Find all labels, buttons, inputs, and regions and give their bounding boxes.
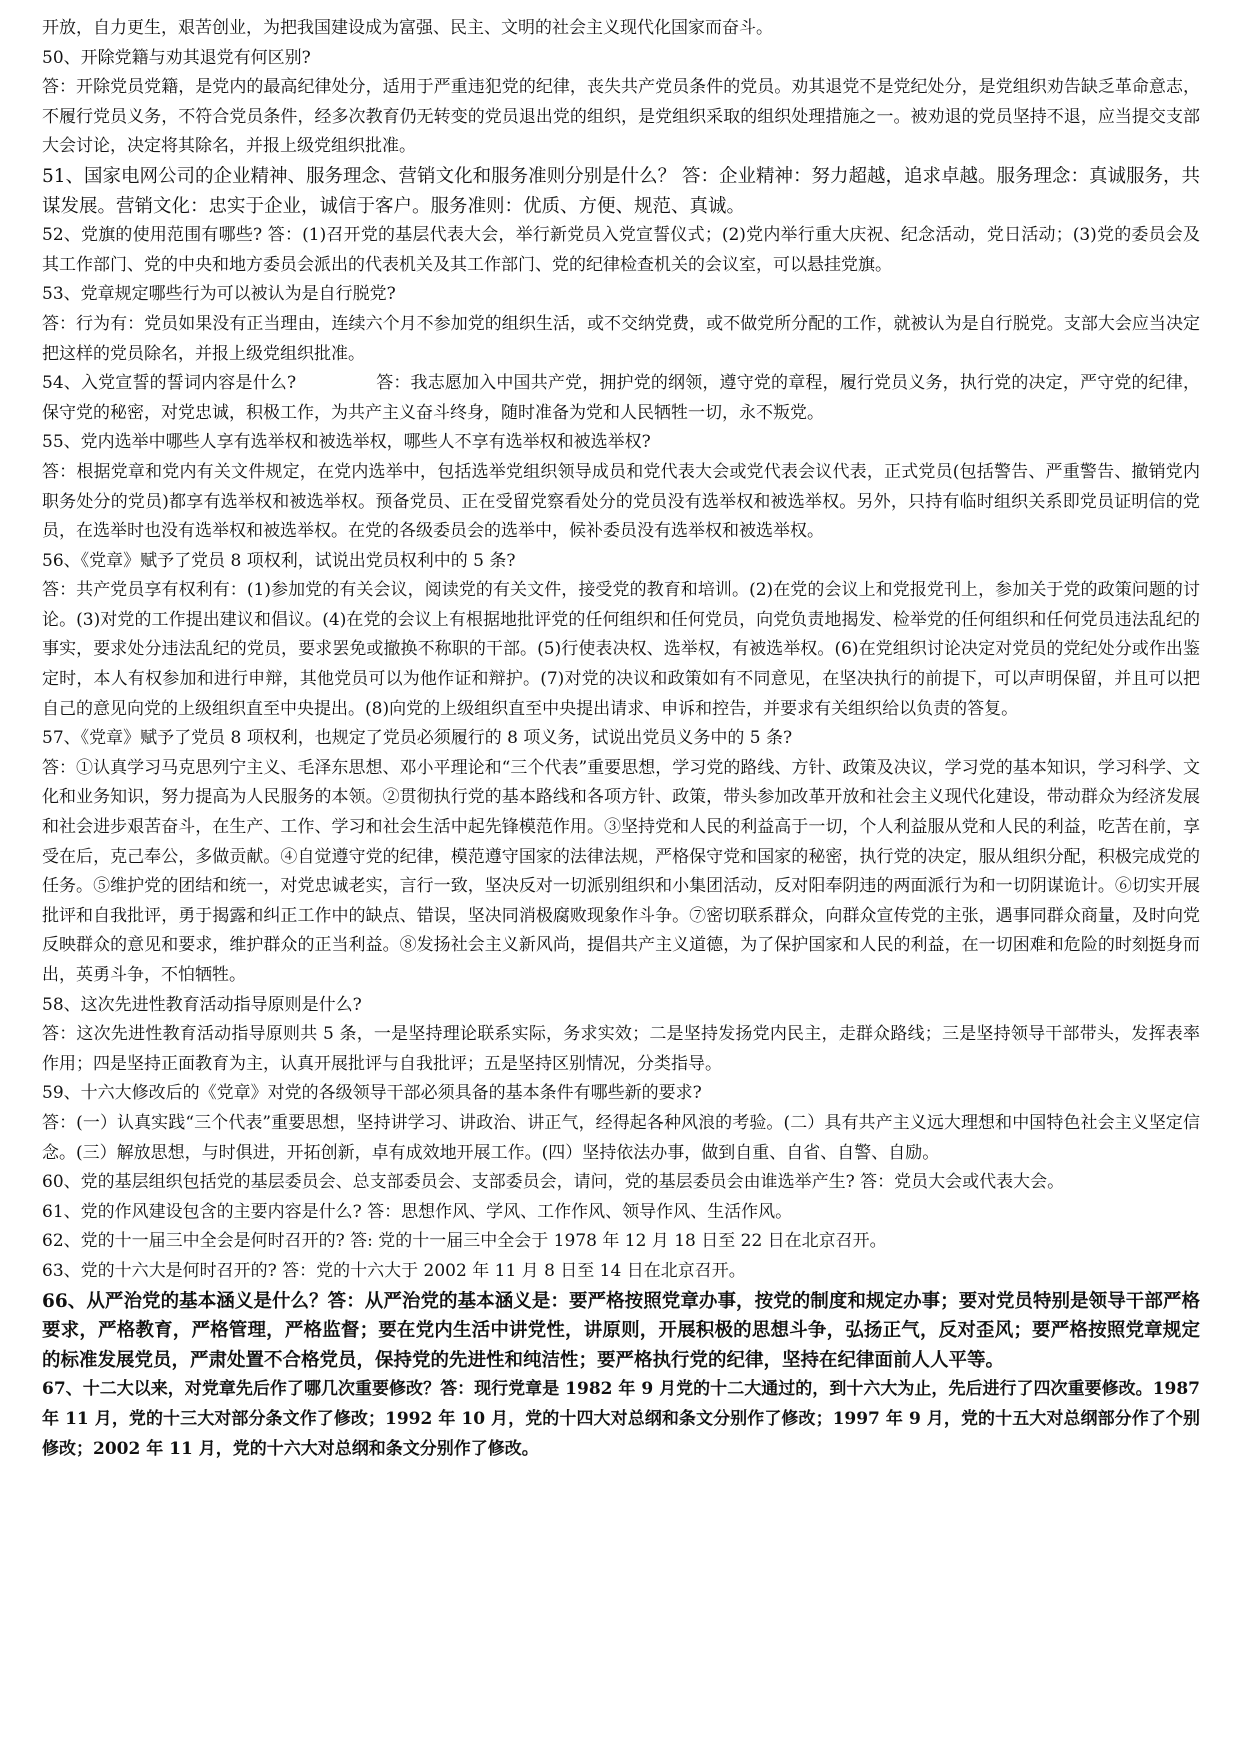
answer-50: 答：开除党员党籍，是党内的最高纪律处分，适用于严重违犯党的纪律，丧失共产党员条件的党员。劝其退党不是党纪处分，是党组织劝告缺乏革命意志，不履行党员义务，不符合党员条件，经多次教育仍无转变的党员退出党的组织，是党组织采取的组织处理措施之一。被劝退的党员坚持不退，应当提交支部大会讨论，决定将其除名，并报上级党组织批准。 [42,77,1200,157]
question-56: 56、《党章》赋予了党员 8 项权利，试说出党员权利中的 5 条? [42,550,516,571]
answer-58: 答：这次先进性教育活动指导原则共 5 条，一是坚持理论联系实际，务求实效；二是坚持发扬党内民主，走群众路线；三是坚持领导干部带头，发挥表率作用；四是坚持正面教育为主，认真开展批评与自我批评；五是坚持区别情况，分类指导。 [42,1024,1200,1074]
question-55: 55、党内选举中哪些人享有选举权和被选举权，哪些人不享有选举权和被选举权? [42,432,651,453]
qa-51: 51、国家电网公司的企业精神、服务理念、营销文化和服务准则分别是什么？ 答：企业精神：努力超越，追求卓越。服务理念：真诚服务，共谋发展。营销文化：忠实于企业，诚信于客户。服务准则：优质、方便、规范、真诚。 [42,165,1200,217]
answer-57: 答：①认真学习马克思列宁主义、毛泽东思想、邓小平理论和“三个代表”重要思想，学习党的路线、方针、政策及决议，学习党的基本知识，学习科学、文化和业务知识，努力提高为人民服务的本领。②贯彻执行党的基本路线和各项方针、政策，带头参加改革开放和社会主义现代化建设，带动群众为经济发展和社会进步艰苦奋斗，在生产、工作、学习和社会生活中起先锋模范作用。③坚持党和人民的利益高于一切，个人利益服从党和人民的利益，吃苦在前，享受在后，克己奉公，多做贡献。④自觉遵守党的纪律，模范遵守国家的法律法规，严格保守党和国家的秘密，执行党的决定，服从组织分配，积极完成党的任务。⑤维护党的团结和统一，对党忠诚老实，言行一致，坚决反对一切派别组织和小集团活动，反对阳奉阴违的两面派行为和一切阴谋诡计。⑥切实开展批评和自我批评，勇于揭露和纠正工作中的缺点、错误，坚决同消极腐败现象作斗争。⑦密切联系群众，向群众宣传党的主张，遇事同群众商量，及时向党反映群众的意见和要求，维护群众的正当利益。⑧发扬社会主义新风尚，提倡共产主义道德，为了保护国家和人民的利益，在一切困难和危险的时刻挺身而出，英勇斗争，不怕牺牲。 [42,757,1200,985]
qa-66: 66、从严治党的基本涵义是什么？答：从严治党的基本涵义是：要严格按照党章办事，按党的制度和规定办事；要对党员特别是领导干部严格要求，严格教育，严格管理，严格监督；要在党内生活中讲党性，讲原则，开展积极的思想斗争，弘扬正气，反对歪风；要严格按照党章规定的标准发展党员，严肃处置不合格党员，保持党的先进性和纯洁性；要严格执行党的纪律，坚持在纪律面前人人平等。 [42,1290,1200,1371]
qa-63: 63、党的十六大是何时召开的? 答：党的十六大于 2002 年 11 月 8 日至 14 日在北京召开。 [42,1260,746,1281]
question-54: 54、入党宣誓的誓词内容是什么? [42,373,297,394]
qa-52: 52、党旗的使用范围有哪些? 答：(1)召开党的基层代表大会，举行新党员入党宣誓仪式；(2)党内举行重大庆祝、纪念活动，党日活动；(3)党的委员会及其工作部门、党的中央和地方委员会派出的代表机关及其工作部门、党的纪律检查机关的会议室，可以悬挂党旗。 [42,225,1200,275]
answer-56: 答：共产党员享有权利有：(1)参加党的有关会议，阅读党的有关文件，接受党的教育和培训。(2)在党的会议上和党报党刊上，参加关于党的政策问题的讨论。(3)对党的工作提出建议和倡议。(4)在党的会议上有根据地批评党的任何组织和任何党员，向党负责地揭发、检举党的任何组织和任何党员违法乱纪的事实，要求处分违法乱纪的党员，要求罢免或撤换不称职的干部。(5)行使表决权、选举权，有被选举权。(6)在党组织讨论决定对党员的党纪处分或作出鉴定时，本人有权参加和进行申辩，其他党员可以为他作证和辩护。(7)对党的决议和政策如有不同意见，在坚决执行的前提下，可以声明保留，并且可以把自己的意见向党的上级组织直至中央提出。(8)向党的上级组织直至中央提出请求、申诉和控告，并要求有关组织给以负责的答复。 [42,580,1200,719]
question-58: 58、这次先进性教育活动指导原则是什么? [42,994,362,1015]
qa-54 [42,369,1200,428]
qa-62: 62、党的十一届三中全会是何时召开的? 答: 党的十一届三中全会于 1978 年 12 月 18 日至 22 日在北京召开。 [42,1231,887,1252]
answer-59: 答：(一）认真实践“三个代表”重要思想，坚持讲学习、讲政治、讲正气，经得起各种风浪的考验。(二）具有共产主义远大理想和中国特色社会主义坚定信念。(三）解放思想，与时俱进，开拓创新，卓有成效地开展工作。(四）坚持依法办事，做到自重、自省、自警、自励。 [42,1112,1200,1163]
document-page [42,14,1200,1464]
question-57: 57、《党章》赋予了党员 8 项权利，也规定了党员必须履行的 8 项义务，试说出党员义务中的 5 条? [42,728,793,749]
paragraph-49-end: 开放，自力更生，艰苦创业，为把我国建设成为富强、民主、文明的社会主义现代化国家而奋斗。 [42,18,773,38]
question-50: 50、开除党籍与劝其退党有何区别? [42,47,311,68]
question-53: 53、党章规定哪些行为可以被认为是自行脱党? [42,284,396,305]
question-59: 59、十六大修改后的《党章》对党的各级领导干部必须具备的基本条件有哪些新的要求? [42,1083,702,1104]
qa-67: 67、十二大以来，对党章先后作了哪几次重要修改？答：现行党章是 1982 年 9 月党的十二大通过的，到十六大为止，先后进行了四次重要修改。1987 年 11 月，党的十三大对部分条文作了修改；1992 年 10 月，党的十四大对总纲和条文分别作了修改；1997 年 9 月，党的十五大对总纲部分作了个别修改；2002 年 11 月，党的十六大对总纲和条文分别作了修改。 [42,1379,1200,1459]
qa-61: 61、党的作风建设包含的主要内容是什么? 答：思想作风、学风、工作作风、领导作风、生活作风。 [42,1201,793,1222]
qa-60: 60、党的基层组织包括党的基层委员会、总支部委员会、支部委员会，请问，党的基层委员会由谁选举产生? 答：党员大会或代表大会。 [42,1172,1065,1193]
answer-55: 答：根据党章和党内有关文件规定，在党内选举中，包括选举党组织领导成员和党代表大会或党代表会议代表，正式党员(包括警告、严重警告、撤销党内职务处分的党员)都享有选举权和被选举权。预备党员、正在受留党察看处分的党员没有选举权和被选举权。另外，只持有临时组织关系即党员证明信的党员，在选举时也没有选举权和被选举权。在党的各级委员会的选举中，候补委员没有选举权和被选举权。 [42,461,1200,542]
answer-53: 答：行为有：党员如果没有正当理由，连续六个月不参加党的组织生活，或不交纳党费，或不做党所分配的工作，就被认为是自行脱党。支部大会应当决定把这样的党员除名，并报上级党组织批准。 [42,313,1200,364]
answer-54: 答：我志愿加入中国共产党，拥护党的纲领，遵守党的章程，履行党员义务，执行党的决定，严守党的纪律，保守党的秘密，对党忠诚，积极工作，为共产主义奋斗终身，随时准备为党和人民牺牲一切，永不叛党。 [42,373,1200,423]
